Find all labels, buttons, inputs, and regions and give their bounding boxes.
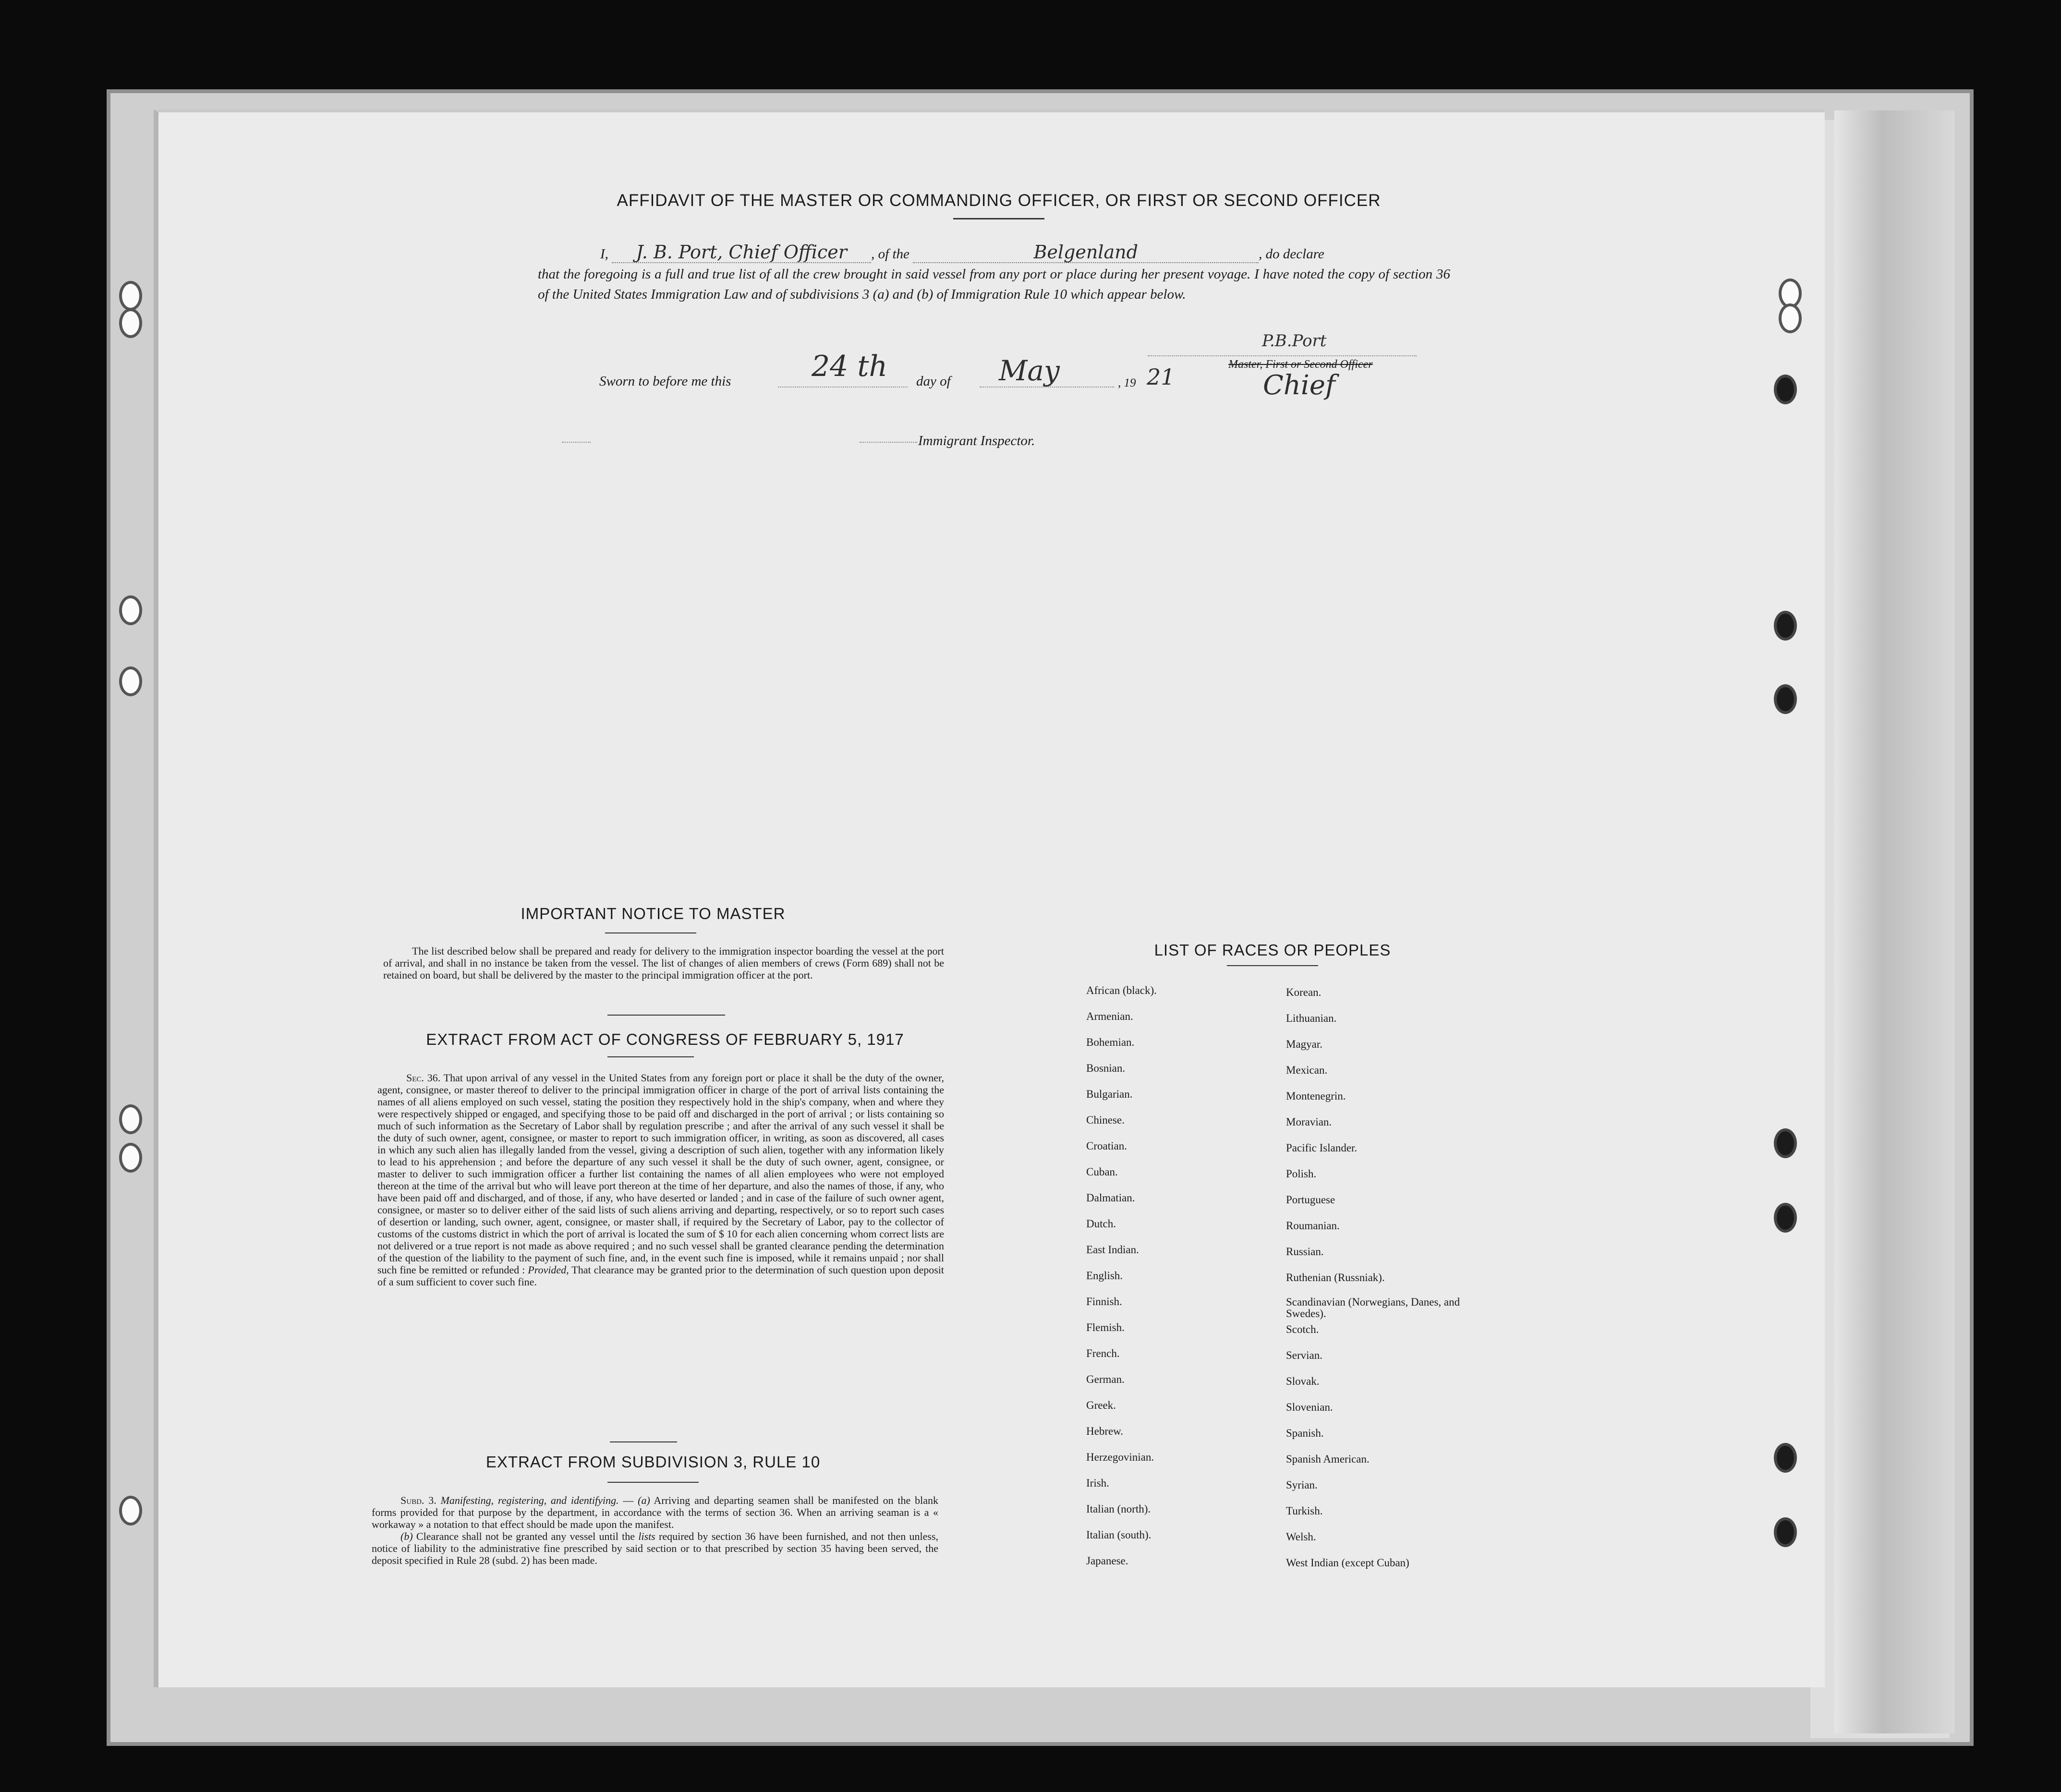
declaration-text: that the foregoing is a full and true list of all the crew brought in said vessel from any port or place during her present voyage. I have noted the copy of section 36 of the United States Immigration Law and of subdivisions 3 (a) and (b) of Immigration Rule 10 which appear below. xyxy=(538,266,1450,302)
subd-heading: Manifesting, registering, and identifying. xyxy=(440,1494,619,1506)
race-item: Portuguese xyxy=(1286,1194,1335,1206)
rule-extract-title: EXTRACT FROM SUBDIVISION 3, RULE 10 xyxy=(485,1453,821,1471)
race-item: Mexican. xyxy=(1286,1064,1328,1076)
proviso-label: Provided, xyxy=(528,1264,569,1276)
section-label: Sec. 36. xyxy=(406,1072,441,1084)
title-rule xyxy=(953,218,1044,219)
race-item: Moravian. xyxy=(1286,1116,1332,1128)
race-item: Bohemian. xyxy=(1086,1036,1135,1048)
punch-hole xyxy=(119,1104,142,1134)
race-item: Pacific Islander. xyxy=(1286,1142,1358,1154)
para-b-lists: lists xyxy=(638,1530,655,1542)
page-edge-strip xyxy=(1834,110,1954,1733)
officer-title-label: Master, First or Second Officer xyxy=(1228,358,1373,371)
affidavit-title: AFFIDAVIT OF THE MASTER OR COMMANDING OFFICER, OR FIRST OR SECOND OFFICER xyxy=(617,191,1381,210)
paragraph-a: Subd. 3. Manifesting, registering, and identifying. — (a) Arriving and departing seamen shall be manifested on the blank forms provided for that purpose by the department, in accordance with the terms of section 36. When an arriving seaman is a « workaway » a notation to that effect should be made upon the manifest. xyxy=(372,1494,938,1530)
year-suffix: 21 xyxy=(1147,364,1175,390)
punch-hole xyxy=(1774,1517,1797,1547)
punch-hole xyxy=(1774,611,1797,641)
races-left-column xyxy=(1086,983,1269,1580)
race-item: Montenegrin. xyxy=(1286,1090,1346,1102)
races-rule xyxy=(1227,965,1318,966)
race-item: English. xyxy=(1086,1270,1123,1282)
act-rule xyxy=(607,1056,694,1057)
punch-hole xyxy=(1774,1128,1797,1158)
race-item: Turkish. xyxy=(1286,1505,1323,1517)
declaration-line xyxy=(538,242,1450,264)
punch-hole xyxy=(1774,375,1797,404)
race-item: Flemish. xyxy=(1086,1321,1125,1333)
vessel-name-field: Belgenland xyxy=(913,242,1259,263)
proviso-text: That clearance may be granted prior to the determination of such question upon deposit of a sum sufficient to cover such fine. xyxy=(377,1264,945,1288)
signature-line xyxy=(1148,355,1417,356)
punch-hole xyxy=(119,281,142,311)
punch-hole xyxy=(119,308,142,338)
paragraph-b xyxy=(372,1530,938,1566)
race-item: Dalmatian. xyxy=(1086,1192,1135,1204)
affidavit-sheet xyxy=(154,109,1825,1687)
punch-hole xyxy=(119,1143,142,1173)
act-extract-title: EXTRACT FROM ACT OF CONGRESS OF FEBRUARY 5, 1917 xyxy=(426,1030,904,1048)
race-item: Russian. xyxy=(1286,1246,1324,1258)
race-item: Scandinavian (Norwegians, Danes, and Swedes). xyxy=(1286,1296,1460,1320)
race-item: Ruthenian (Russniak). xyxy=(1286,1271,1385,1283)
of-the-label: , of the xyxy=(871,246,909,262)
punch-hole xyxy=(119,666,142,696)
punch-hole xyxy=(1779,303,1802,333)
race-item: Magyar. xyxy=(1286,1038,1323,1050)
race-item: Armenian. xyxy=(1086,1010,1133,1022)
race-item: Scotch. xyxy=(1286,1323,1319,1335)
races-title: LIST OF RACES OR PEOPLES xyxy=(1154,941,1391,959)
race-item: Spanish American. xyxy=(1286,1453,1370,1465)
sworn-label: Sworn to before me this xyxy=(599,374,731,389)
race-item: Bosnian. xyxy=(1086,1062,1126,1074)
inspector-label: Immigrant Inspector. xyxy=(918,433,1035,448)
punch-hole xyxy=(1774,1203,1797,1233)
race-item: Finnish. xyxy=(1086,1296,1122,1308)
race-item: Korean. xyxy=(1286,986,1321,998)
race-item: East Indian. xyxy=(1086,1244,1139,1256)
race-item: Slovenian. xyxy=(1286,1401,1333,1413)
races-right-column xyxy=(1286,985,1488,1582)
subd-label: Subd. 3. xyxy=(400,1494,436,1506)
para-b-start: Clearance shall not be granted any vessel until the xyxy=(416,1530,635,1542)
section-body: That upon arrival of any vessel in the United States from any foreign port or place it shall be the duty of the owner, agent, consignee, or master thereof to deliver to the principal immigration officer in charge of the port of arrival lists containing the names of all aliens employed on such vessel, stating the position they respectively hold in the ship's company, when and where they were respectively shipped or engaged, and specifying those to be paid off and discharged in the port of arrival ; or lists containing so much of such information as the Secretary of Labor shall by regulation prescribe ; and after the arrival of any such vessel it shall be the duty of such owner, agent, consignee, or master to report to such immigration officer, in writing, as soon as discovered, all cases in which any such alien has illegally landed from the vessel, giving a description of such alien, together with any information likely to lead to his apprehension ; and before the departure of any such vessel it shall be the duty of such owner, agent, consignee, or master to deliver to such immigration officer a further list containing the names of all alien employees who were not employed thereon at the time of the arrival but who will leave port thereon at the time of her departure, and also the names of those, if any, who have been paid off and discharged, and of those, if any, who have deserted or landed ; and in case of the failure of such owner agent, consignee, or master so to deliver either of the said lists of such aliens arriving and departing, respectively, or so to report such cases of desertion or landing, such owner, agent, consignee, or master shall, if required by the Secretary of Labor, pay to the collector of customs of the customs district in which the port of arrival is located the sum of $ 10 for each alien concerning whom correct lists are not delivered or a true report is not made as above required ; and no such vessel shall be granted clearance pending the determination of the question of the liability to the payment of such fine, and, in the event such fine is imposed, while it remains unpaid ; nor shall such fine be remitted or refunded : xyxy=(377,1072,944,1276)
year-prefix: , 19 xyxy=(1118,376,1136,389)
race-item: Welsh. xyxy=(1286,1531,1316,1543)
sworn-day: 24 th xyxy=(812,350,888,383)
notice-rule xyxy=(605,932,696,933)
race-item: Polish. xyxy=(1286,1168,1317,1180)
race-item: French. xyxy=(1086,1347,1120,1359)
race-item: Cuban. xyxy=(1086,1166,1118,1178)
race-item: Hebrew. xyxy=(1086,1425,1124,1437)
race-item: Roumanian. xyxy=(1286,1220,1340,1232)
notice-title: IMPORTANT NOTICE TO MASTER xyxy=(521,905,786,922)
race-item: Italian (north). xyxy=(1086,1503,1151,1515)
race-item: German. xyxy=(1086,1373,1125,1385)
race-item: Italian (south). xyxy=(1086,1529,1152,1541)
race-item: West Indian (except Cuban) xyxy=(1286,1557,1409,1569)
rule-extract-text xyxy=(372,1494,938,1566)
signatory-name-field: J. B. Port, Chief Officer xyxy=(612,242,871,263)
sworn-month: May xyxy=(999,354,1060,387)
inspector-signature-line xyxy=(562,442,591,443)
race-item: Croatian. xyxy=(1086,1140,1127,1152)
day-of-label: day of xyxy=(916,374,951,389)
notice-text: The list described below shall be prepared and ready for delivery to the immigration inspector boarding the vessel at the port of arrival, and shall in no instance be taken from the vessel. The list of changes of alien members of crews (Form 689) shall not be retained on board, but shall be delivered by the master to the principal immigration officer at the port. xyxy=(383,945,944,981)
race-item: Servian. xyxy=(1286,1349,1323,1361)
race-item: Irish. xyxy=(1086,1477,1109,1489)
punch-hole xyxy=(1774,684,1797,714)
para-a-text: Arriving and departing seamen shall be manifested on the blank forms provided for that purpose by the department, in accordance with the terms of section 36. When an arriving seaman is a « workaway » a notation to that effect should be made upon the manifest. xyxy=(372,1494,938,1530)
section-divider xyxy=(607,1015,725,1016)
race-item: Spanish. xyxy=(1286,1427,1324,1439)
punch-hole xyxy=(1774,1443,1797,1473)
race-item: African (black). xyxy=(1086,984,1157,996)
race-item: Dutch. xyxy=(1086,1218,1116,1230)
do-declare-label: , do declare xyxy=(1259,246,1324,262)
race-item: Japanese. xyxy=(1086,1555,1128,1567)
rule-extract-rule xyxy=(607,1482,699,1483)
race-item: Slovak. xyxy=(1286,1375,1320,1387)
race-item: Greek. xyxy=(1086,1399,1116,1411)
race-item: Syrian. xyxy=(1286,1479,1318,1491)
act-extract-text xyxy=(377,1072,944,1288)
para-b-label: (b) xyxy=(400,1530,413,1542)
punch-hole xyxy=(119,595,142,625)
race-item: Chinese. xyxy=(1086,1114,1125,1126)
section-divider xyxy=(610,1441,677,1442)
race-item: Bulgarian. xyxy=(1086,1088,1133,1100)
punch-hole xyxy=(119,1496,142,1526)
para-a-label: (a) xyxy=(638,1494,650,1506)
officer-title-handwritten: Chief xyxy=(1263,370,1335,401)
race-item: Lithuanian. xyxy=(1286,1012,1337,1024)
pronoun: I, xyxy=(600,246,608,262)
para-b-rest: required by section 36 have been furnished, and not then unless, notice of liability to the administrative fine prescribed by said section or to that prescribed by section 35 having been served, the deposit specified in Rule 28 (subd. 2) has been made. xyxy=(372,1530,939,1566)
affidavit-statement xyxy=(538,242,1450,304)
officer-signature: P.B.Port xyxy=(1262,331,1327,351)
inspector-signature-line xyxy=(860,442,917,443)
race-item: Herzegovinian. xyxy=(1086,1451,1154,1463)
